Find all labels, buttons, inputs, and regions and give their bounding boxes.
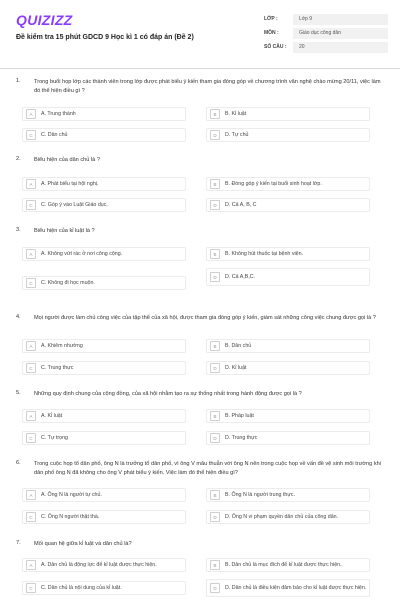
option-b[interactable] bbox=[206, 488, 370, 502]
meta-value: Lớp 9 bbox=[293, 14, 388, 25]
option-a[interactable] bbox=[22, 247, 186, 261]
option-text: B. Dân chủ là mục đích để kỉ luật được thực hiện. bbox=[225, 562, 342, 568]
option-text: C. Không đi học muộn. bbox=[41, 280, 95, 286]
option-letter: B bbox=[210, 249, 220, 259]
option-c[interactable] bbox=[22, 581, 186, 595]
option-a[interactable] bbox=[22, 177, 186, 191]
option-text: D. Ông N vi phạm quyền dân chủ của công dân. bbox=[225, 514, 339, 520]
option-c[interactable] bbox=[22, 128, 186, 142]
option-c[interactable] bbox=[22, 361, 186, 375]
question-number: 7. bbox=[16, 540, 21, 546]
option-letter: C bbox=[26, 512, 36, 522]
option-text: A. Trung thành bbox=[41, 111, 76, 117]
option-letter: A bbox=[26, 490, 36, 500]
option-text: B. Không hút thuốc tại bệnh viện. bbox=[225, 251, 304, 257]
option-letter: C bbox=[26, 583, 36, 593]
question-number: 5. bbox=[16, 390, 21, 396]
option-b[interactable] bbox=[206, 409, 370, 423]
option-text: A. Dân chủ là động lực để kỉ luật được thực hiện. bbox=[41, 562, 157, 568]
option-text: B. Đóng góp ý kiến tại buổi sinh hoạt lớp. bbox=[225, 181, 322, 187]
option-letter: D bbox=[210, 130, 220, 140]
option-letter: D bbox=[210, 583, 220, 593]
option-letter: B bbox=[210, 179, 220, 189]
question-number: 3. bbox=[16, 227, 21, 233]
option-a[interactable] bbox=[22, 409, 186, 423]
option-letter: C bbox=[26, 200, 36, 210]
option-text: B. Kỉ luật bbox=[225, 111, 247, 117]
option-text: D. Cả A,B,C. bbox=[225, 274, 256, 280]
option-text: C. Dân chủ bbox=[41, 132, 68, 138]
option-text: A. Không vứt rác ở nơi công cộng. bbox=[41, 251, 123, 257]
option-text: D. Dân chủ là điều kiện đảm bảo cho kỉ luật được thực hiện. bbox=[225, 585, 367, 591]
option-b[interactable] bbox=[206, 107, 370, 121]
option-text: D. Trung thực bbox=[225, 435, 258, 441]
option-b[interactable] bbox=[206, 339, 370, 353]
option-letter: D bbox=[210, 363, 220, 373]
question-number: 1. bbox=[16, 78, 21, 84]
option-d[interactable] bbox=[206, 128, 370, 142]
option-letter: B bbox=[210, 411, 220, 421]
option-d[interactable] bbox=[206, 579, 370, 597]
option-letter: B bbox=[210, 341, 220, 351]
worksheet-meta bbox=[264, 12, 388, 54]
option-text: A. Phát biểu tại hội nghị. bbox=[41, 181, 99, 187]
question-text: Trong cuộc họp tổ dân phố, ông N là trưởng tổ dân phố, vì ông V mâu thuẫn với ông N nên trong cuộc họp về vấn đề vệ sinh môi trường khi dân phố ông N đã không cho ông V phát biểu ý kiến. Việc làm đó thể hiện điều gì? bbox=[34, 461, 381, 476]
option-c[interactable] bbox=[22, 276, 186, 290]
option-text: B. Ông N là người trung thực. bbox=[225, 492, 296, 498]
meta-key: LỚP : bbox=[264, 16, 278, 22]
meta-key: SỐ CÂU : bbox=[264, 44, 287, 50]
question-number: 6. bbox=[16, 460, 21, 466]
option-c[interactable] bbox=[22, 198, 186, 212]
option-letter: B bbox=[210, 490, 220, 500]
option-letter: B bbox=[210, 560, 220, 570]
question-text: Mọi người được làm chủ công việc của tập thể của xã hội, được tham gia đóng góp ý kiến, giám sát những công việc chung được gọi là ? bbox=[34, 315, 376, 321]
option-b[interactable] bbox=[206, 558, 370, 572]
option-d[interactable] bbox=[206, 431, 370, 445]
quizizz-logo: QUIZIZZ bbox=[16, 12, 73, 28]
option-b[interactable] bbox=[206, 177, 370, 191]
question-text: Biểu hiện của dân chủ là ? bbox=[34, 157, 100, 163]
option-a[interactable] bbox=[22, 339, 186, 353]
option-a[interactable] bbox=[22, 558, 186, 572]
option-letter: D bbox=[210, 200, 220, 210]
question-number: 4. bbox=[16, 314, 21, 320]
option-letter: A bbox=[26, 249, 36, 259]
option-text: C. Tự trọng bbox=[41, 435, 68, 441]
page-title: Đề kiểm tra 15 phút GDCD 9 Học kì 1 có đáp án (Đề 2) bbox=[16, 34, 194, 41]
meta-value: 20 bbox=[293, 42, 388, 53]
option-text: B. Dân chủ bbox=[225, 343, 252, 349]
option-d[interactable] bbox=[206, 510, 370, 524]
option-letter: D bbox=[210, 272, 220, 282]
option-text: C. Ông N người thật thà. bbox=[41, 514, 100, 520]
option-text: A. Khiêm nhường bbox=[41, 343, 83, 349]
option-text: C. Dân chủ là nội dung của kỉ luật. bbox=[41, 585, 122, 591]
question-text: Những quy định chung của cộng đồng, của xã hội nhằm tạo ra sự thống nhất trong hành động được gọi là ? bbox=[34, 391, 302, 397]
question-text: Mối quan hệ giữa kỉ luật và dân chủ là? bbox=[34, 541, 132, 547]
question-text: Trong buổi họp lớp các thành viên trong lớp được phát biểu ý kiến tham gia đóng góp về chương trình văn nghệ chào mừng 20/11, việc làm đó thể hiện điều gì ? bbox=[34, 79, 381, 94]
meta-row-class bbox=[264, 12, 388, 26]
option-a[interactable] bbox=[22, 488, 186, 502]
meta-row-subject bbox=[264, 26, 388, 40]
option-letter: A bbox=[26, 411, 36, 421]
option-letter: C bbox=[26, 363, 36, 373]
option-text: D. Tự chủ bbox=[225, 132, 249, 138]
option-letter: B bbox=[210, 109, 220, 119]
question-text: Biểu hiện của kỉ luật là ? bbox=[34, 228, 95, 234]
option-c[interactable] bbox=[22, 431, 186, 445]
option-letter: A bbox=[26, 179, 36, 189]
header-divider bbox=[0, 68, 400, 69]
option-d[interactable] bbox=[206, 198, 370, 212]
option-d[interactable] bbox=[206, 268, 370, 286]
option-text: B. Pháp luật bbox=[225, 413, 254, 419]
option-letter: C bbox=[26, 130, 36, 140]
option-text: C. Góp ý vào Luật Giáo dục. bbox=[41, 202, 108, 208]
meta-value: Giáo dục công dân bbox=[293, 28, 388, 39]
option-c[interactable] bbox=[22, 510, 186, 524]
option-letter: C bbox=[26, 433, 36, 443]
option-letter: C bbox=[26, 278, 36, 288]
option-b[interactable] bbox=[206, 247, 370, 261]
option-text: D. Cả A, B, C bbox=[225, 202, 257, 208]
option-letter: D bbox=[210, 512, 220, 522]
option-text: D. Kỉ luật bbox=[225, 365, 247, 371]
option-text: C. Trung thực bbox=[41, 365, 74, 371]
option-letter: D bbox=[210, 433, 220, 443]
option-letter: A bbox=[26, 560, 36, 570]
option-letter: A bbox=[26, 341, 36, 351]
option-text: A. Ông N là người tự chủ. bbox=[41, 492, 102, 498]
question-number: 2. bbox=[16, 156, 21, 162]
meta-row-question-count bbox=[264, 40, 388, 54]
option-text: A. Kỉ luật bbox=[41, 413, 63, 419]
meta-key: MÔN : bbox=[264, 30, 279, 36]
option-a[interactable] bbox=[22, 107, 186, 121]
option-letter: A bbox=[26, 109, 36, 119]
option-d[interactable] bbox=[206, 361, 370, 375]
